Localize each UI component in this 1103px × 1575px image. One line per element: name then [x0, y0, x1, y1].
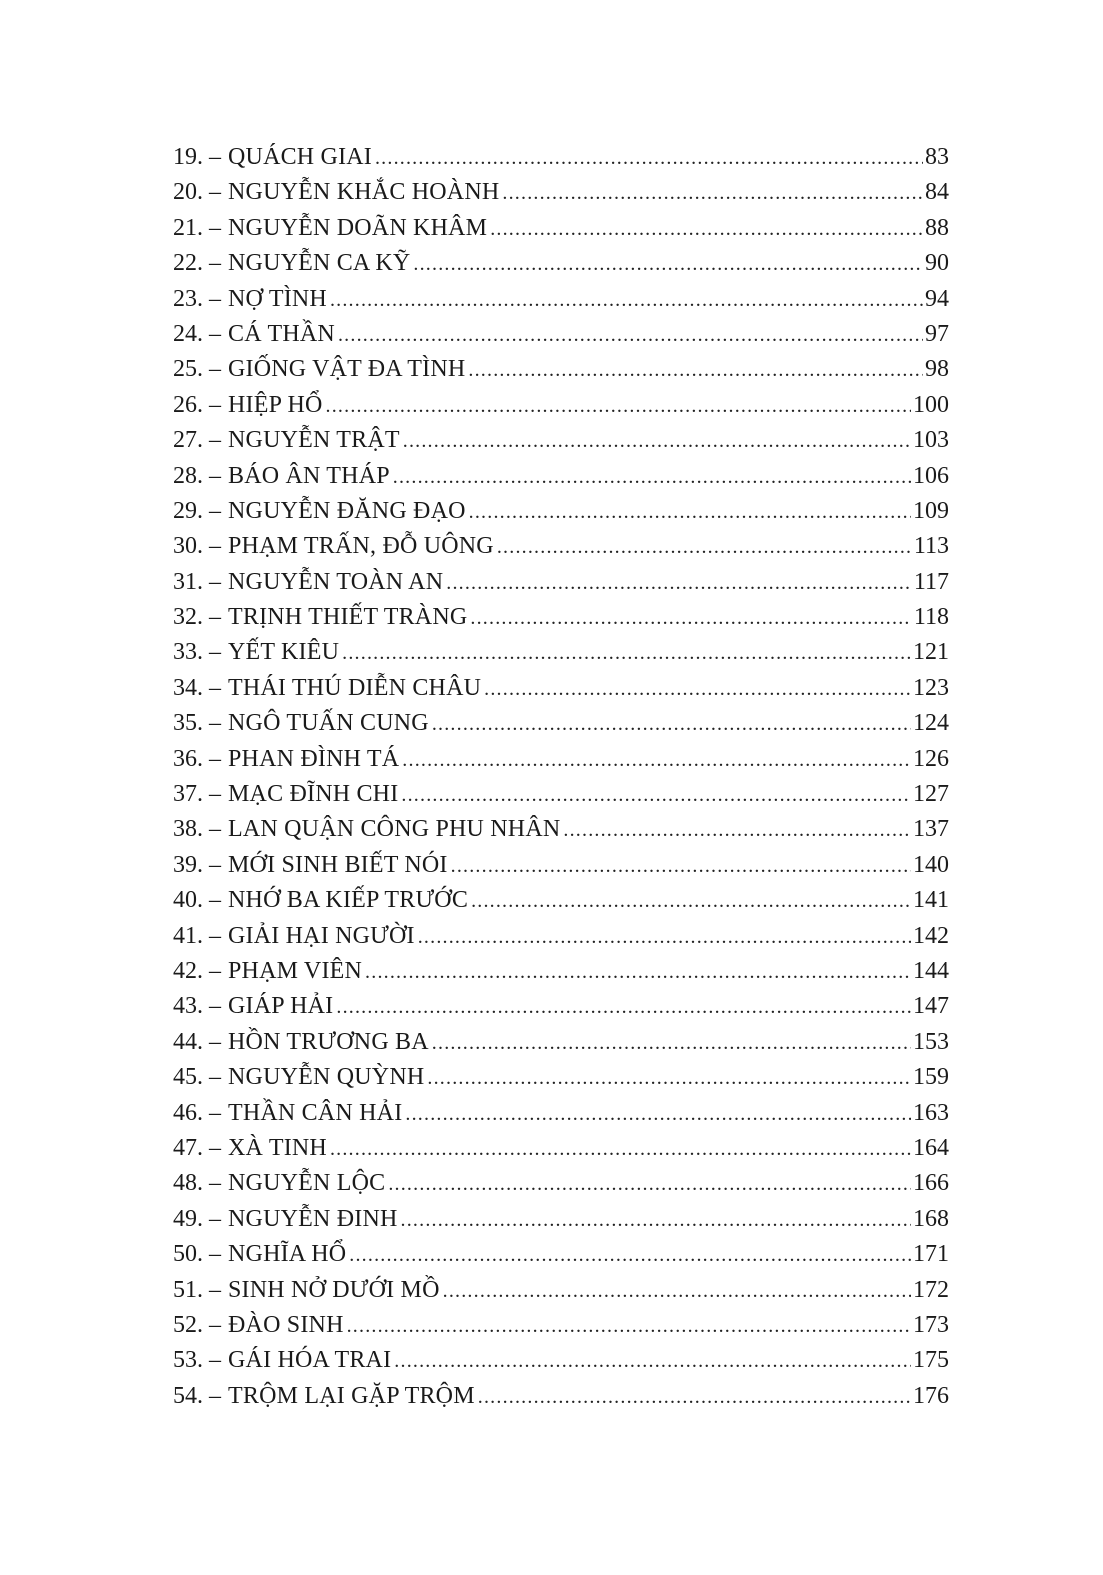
toc-entry-separator: –: [209, 1134, 221, 1161]
toc-entry-number: 30.: [173, 533, 203, 560]
toc-entry-page-number: 118: [913, 604, 949, 631]
toc-entry-separator: –: [209, 1382, 221, 1409]
dot-leader: [502, 176, 923, 211]
toc-entry-separator: –: [209, 1170, 221, 1197]
toc-entry-separator: –: [209, 993, 221, 1020]
toc-entry-separator: –: [209, 922, 221, 949]
toc-entry-separator: –: [209, 1064, 221, 1091]
toc-entry-number: 42.: [173, 957, 203, 984]
dot-leader: [338, 318, 923, 353]
dot-leader: [401, 1203, 911, 1238]
dot-leader: [468, 353, 923, 388]
dot-leader: [427, 1061, 911, 1096]
toc-entry-number: 20.: [173, 179, 203, 206]
dot-leader: [470, 601, 911, 636]
toc-entry: [173, 848, 949, 883]
dot-leader: [365, 955, 911, 990]
dot-leader: [347, 1309, 911, 1344]
dot-leader: [388, 1167, 911, 1202]
dot-leader: [563, 813, 911, 848]
toc-entry-number: 22.: [173, 250, 203, 277]
toc-entry-separator: –: [209, 427, 221, 454]
toc-entry: [173, 1343, 949, 1378]
toc-entry-page-number: 141: [913, 887, 949, 914]
toc-entry-separator: –: [209, 1099, 221, 1126]
toc-entry: [173, 1202, 949, 1237]
toc-entry-number: 48.: [173, 1170, 203, 1197]
toc-entry: [173, 494, 949, 529]
toc-entry-separator: –: [209, 250, 221, 277]
dot-leader: [484, 672, 911, 707]
toc-entry-number: 29.: [173, 497, 203, 524]
toc-entry-page-number: 124: [913, 710, 949, 737]
dot-leader: [418, 920, 911, 955]
toc-entry-page-number: 171: [913, 1241, 949, 1268]
toc-entry-number: 37.: [173, 781, 203, 808]
toc-entry: [173, 742, 949, 777]
toc-entry-page-number: 159: [913, 1064, 949, 1091]
toc-entry-page-number: 175: [913, 1347, 949, 1374]
toc-entry-separator: –: [209, 639, 221, 666]
toc-entry: [173, 459, 949, 494]
toc-entry-page-number: 166: [913, 1170, 949, 1197]
toc-entry-number: 41.: [173, 922, 203, 949]
toc-entry-page-number: 173: [913, 1311, 949, 1338]
toc-entry-title: THÁI THÚ DIỄN CHÂU: [228, 674, 482, 701]
toc-entry-title: NGUYỄN DOÃN KHÂM: [228, 214, 488, 241]
toc-entry-page-number: 137: [913, 816, 949, 843]
toc-entry-number: 45.: [173, 1064, 203, 1091]
toc-entry-number: 32.: [173, 604, 203, 631]
toc-entry-title: NGUYỄN KHẮC HOÀNH: [228, 179, 500, 206]
toc-entry: [173, 777, 949, 812]
toc-entry-number: 28.: [173, 462, 203, 489]
toc-entry-separator: –: [209, 745, 221, 772]
toc-entry-separator: –: [209, 214, 221, 241]
dot-leader: [451, 849, 911, 884]
toc-entry-page-number: 164: [913, 1134, 949, 1161]
toc-entry-number: 23.: [173, 285, 203, 312]
toc-entry-number: 43.: [173, 993, 203, 1020]
toc-entry-page-number: 142: [913, 922, 949, 949]
toc-entry-separator: –: [209, 957, 221, 984]
toc-entry-page-number: 176: [913, 1382, 949, 1409]
dot-leader: [443, 1274, 911, 1309]
dot-leader: [349, 1238, 911, 1273]
toc-entry: [173, 600, 949, 635]
toc-entry-title: NGUYỄN TOÀN AN: [228, 568, 444, 595]
toc-entry-separator: –: [209, 781, 221, 808]
toc-entry: [173, 140, 949, 175]
toc-entry-title: MỚI SINH BIẾT NÓI: [228, 851, 448, 878]
toc-entry: [173, 919, 949, 954]
toc-entry: [173, 1379, 949, 1414]
toc-entry-separator: –: [209, 604, 221, 631]
toc-entry-page-number: 98: [925, 356, 949, 383]
toc-entry-separator: –: [209, 1311, 221, 1338]
dot-leader: [497, 530, 912, 565]
toc-entry-title: HỒN TRƯƠNG BA: [228, 1028, 429, 1055]
toc-entry-separator: –: [209, 674, 221, 701]
toc-entry-number: 25.: [173, 356, 203, 383]
toc-entry: [173, 671, 949, 706]
toc-entry-number: 38.: [173, 816, 203, 843]
dot-leader: [326, 389, 911, 424]
dot-leader: [469, 495, 911, 530]
dot-leader: [478, 1380, 911, 1415]
toc-entry-number: 54.: [173, 1382, 203, 1409]
toc-entry-number: 46.: [173, 1099, 203, 1126]
dot-leader: [413, 247, 923, 282]
toc-entry-page-number: 84: [925, 179, 949, 206]
toc-entry-separator: –: [209, 533, 221, 560]
toc-entry-title: HIỆP HỔ: [228, 391, 323, 418]
toc-entry-title: BÁO ÂN THÁP: [228, 462, 390, 489]
toc-entry-page-number: 88: [925, 214, 949, 241]
dot-leader: [330, 1132, 911, 1167]
toc-entry-separator: –: [209, 1028, 221, 1055]
toc-entry-page-number: 106: [913, 462, 949, 489]
toc-entry-page-number: 126: [913, 745, 949, 772]
toc-entry-number: 24.: [173, 320, 203, 347]
dot-leader: [336, 990, 911, 1025]
dot-leader: [393, 460, 911, 495]
toc-entry-number: 36.: [173, 745, 203, 772]
toc-entry: [173, 211, 949, 246]
toc-entry: [173, 529, 949, 564]
toc-entry-page-number: 97: [925, 320, 949, 347]
toc-entry-separator: –: [209, 887, 221, 914]
toc-entry-separator: –: [209, 391, 221, 418]
toc-entry: [173, 246, 949, 281]
toc-entry-separator: –: [209, 1276, 221, 1303]
toc-entry-page-number: 109: [913, 497, 949, 524]
toc-entry-page-number: 153: [913, 1028, 949, 1055]
toc-entry-title: GIÁP HẢI: [228, 993, 334, 1020]
toc-entry-page-number: 121: [913, 639, 949, 666]
toc-entry-number: 34.: [173, 674, 203, 701]
toc-entry-title: NGUYỄN LỘC: [228, 1170, 386, 1197]
toc-entry-number: 44.: [173, 1028, 203, 1055]
toc-entry-number: 26.: [173, 391, 203, 418]
table-of-contents: [173, 140, 949, 1414]
dot-leader: [394, 1344, 911, 1379]
toc-entry-title: NGUYỄN TRẬT: [228, 427, 400, 454]
toc-entry: [173, 1273, 949, 1308]
toc-entry-number: 53.: [173, 1347, 203, 1374]
toc-entry: [173, 1096, 949, 1131]
toc-entry: [173, 989, 949, 1024]
toc-entry-number: 52.: [173, 1311, 203, 1338]
dot-leader: [490, 212, 923, 247]
toc-entry-separator: –: [209, 816, 221, 843]
toc-entry-number: 19.: [173, 144, 203, 170]
toc-entry-number: 33.: [173, 639, 203, 666]
toc-entry: [173, 282, 949, 317]
toc-entry-title: NGHĨA HỔ: [228, 1241, 347, 1268]
toc-entry: [173, 1060, 949, 1095]
dot-leader: [432, 707, 911, 742]
toc-entry-page-number: 163: [913, 1099, 949, 1126]
toc-entry-page-number: 113: [913, 533, 949, 560]
toc-entry-number: 35.: [173, 710, 203, 737]
dot-leader: [403, 424, 911, 459]
toc-entry-number: 27.: [173, 427, 203, 454]
toc-entry-separator: –: [209, 497, 221, 524]
toc-entry: [173, 954, 949, 989]
dot-leader: [342, 636, 911, 671]
toc-entry-page-number: 117: [913, 568, 949, 595]
toc-entry-page-number: 127: [913, 781, 949, 808]
toc-entry: [173, 423, 949, 458]
toc-entry-title: NHỚ BA KIẾP TRƯỚC: [228, 887, 469, 914]
toc-entry: [173, 317, 949, 352]
toc-entry-separator: –: [209, 710, 221, 737]
toc-entry-page-number: 144: [913, 957, 949, 984]
toc-entry-title: NGÔ TUẤN CUNG: [228, 710, 429, 737]
dot-leader: [402, 743, 911, 778]
toc-entry-title: PHẠM VIÊN: [228, 957, 363, 984]
toc-entry-title: QUÁCH GIAI: [228, 144, 372, 170]
toc-entry: [173, 352, 949, 387]
toc-entry-page-number: 172: [913, 1276, 949, 1303]
toc-entry: [173, 175, 949, 210]
toc-entry-title: SINH NỞ DƯỚI MỒ: [228, 1276, 440, 1303]
toc-entry-separator: –: [209, 1347, 221, 1374]
toc-entry-page-number: 94: [925, 285, 949, 312]
toc-entry-number: 49.: [173, 1205, 203, 1232]
toc-entry-title: TRỊNH THIẾT TRÀNG: [228, 604, 468, 631]
toc-entry: [173, 1308, 949, 1343]
toc-entry-separator: –: [209, 320, 221, 347]
dot-leader: [375, 141, 923, 176]
toc-entry-title: GIỐNG VẬT ĐA TÌNH: [228, 356, 466, 383]
dot-leader: [446, 566, 912, 601]
toc-entry-title: ĐÀO SINH: [228, 1311, 344, 1338]
toc-entry-number: 31.: [173, 568, 203, 595]
toc-entry: [173, 706, 949, 741]
toc-entry-number: 21.: [173, 214, 203, 241]
toc-entry: [173, 1131, 949, 1166]
toc-entry-number: 39.: [173, 851, 203, 878]
toc-entry-title: YẾT KIÊU: [228, 639, 340, 666]
toc-entry-separator: –: [209, 356, 221, 383]
toc-entry-page-number: 100: [913, 391, 949, 418]
toc-entry-title: XÀ TINH: [228, 1134, 327, 1161]
toc-entry-title: NGUYỄN CA KỸ: [228, 250, 411, 277]
toc-entry-title: LAN QUẬN CÔNG PHU NHÂN: [228, 816, 561, 843]
toc-entry-page-number: 90: [925, 250, 949, 277]
toc-entry: [173, 635, 949, 670]
toc-entry: [173, 812, 949, 847]
toc-entry-title: PHAN ĐÌNH TÁ: [228, 745, 400, 772]
toc-entry-page-number: 147: [913, 993, 949, 1020]
toc-entry: [173, 1237, 949, 1272]
dot-leader: [405, 1097, 911, 1132]
toc-entry-title: NỢ TÌNH: [228, 285, 327, 312]
toc-entry-number: 47.: [173, 1134, 203, 1161]
toc-entry-page-number: 140: [913, 851, 949, 878]
toc-entry: [173, 388, 949, 423]
toc-entry-title: GÁI HÓA TRAI: [228, 1347, 392, 1374]
toc-entry-separator: –: [209, 568, 221, 595]
toc-entry-title: CÁ THẦN: [228, 320, 335, 347]
toc-entry-number: 50.: [173, 1241, 203, 1268]
toc-entry-page-number: 123: [913, 674, 949, 701]
toc-entry-title: NGUYỄN QUỲNH: [228, 1064, 425, 1091]
toc-entry-page-number: 168: [913, 1205, 949, 1232]
toc-entry-title: MẠC ĐĨNH CHI: [228, 781, 399, 808]
toc-entry-title: TRỘM LẠI GẶP TRỘM: [228, 1382, 475, 1409]
toc-entry-separator: –: [209, 1205, 221, 1232]
toc-entry-page-number: 83: [925, 144, 949, 170]
toc-entry-separator: –: [209, 144, 221, 170]
toc-entry: [173, 565, 949, 600]
toc-entry-title: NGUYỄN ĐINH: [228, 1205, 398, 1232]
toc-entry-title: THẦN CÂN HẢI: [228, 1099, 403, 1126]
toc-entry-separator: –: [209, 1241, 221, 1268]
toc-entry-separator: –: [209, 851, 221, 878]
toc-entry-separator: –: [209, 285, 221, 312]
toc-entry-title: PHẠM TRẤN, ĐỖ UÔNG: [228, 533, 494, 560]
dot-leader: [432, 1026, 911, 1061]
toc-entry-separator: –: [209, 462, 221, 489]
toc-entry-page-number: 103: [913, 427, 949, 454]
toc-entry: [173, 1025, 949, 1060]
toc-entry-title: GIẢI HẠI NGƯỜI: [228, 922, 415, 949]
dot-leader: [471, 884, 911, 919]
toc-entry: [173, 1166, 949, 1201]
toc-entry-number: 40.: [173, 887, 203, 914]
dot-leader: [401, 778, 911, 813]
toc-entry: [173, 883, 949, 918]
toc-entry-title: NGUYỄN ĐĂNG ĐẠO: [228, 497, 466, 524]
dot-leader: [330, 283, 923, 318]
toc-entry-number: 51.: [173, 1276, 203, 1303]
toc-entry-separator: –: [209, 179, 221, 206]
